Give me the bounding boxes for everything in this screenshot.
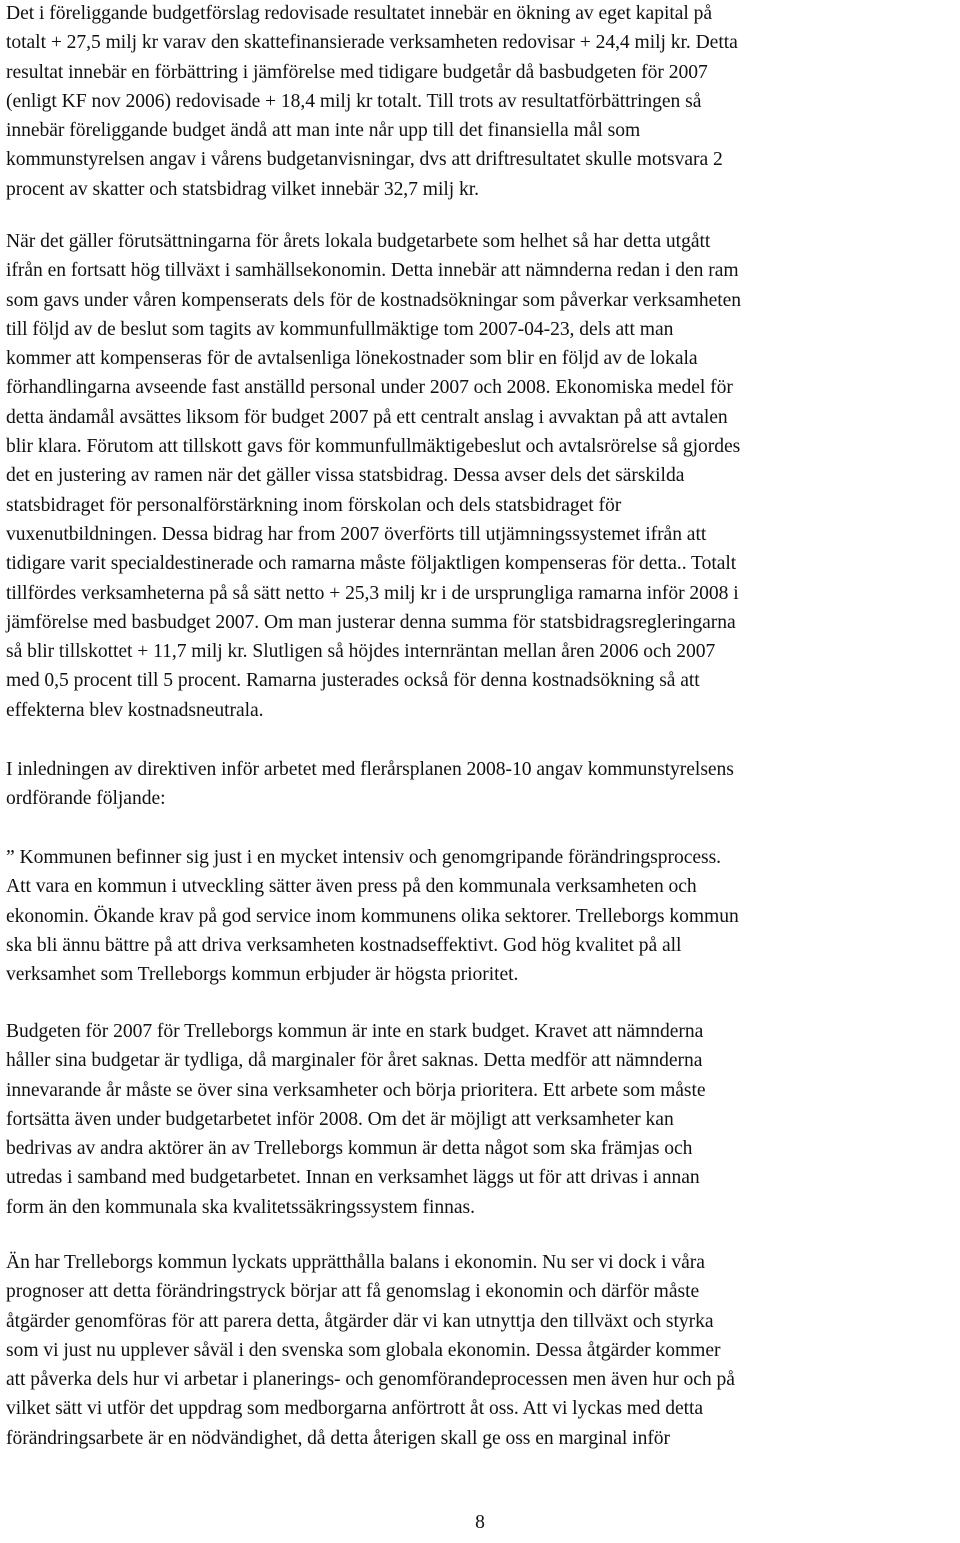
paragraph-directives-intro: I inledningen av direktiven inför arbetet med flerårsplanen 2008-10 angav kommunstyrelsens ordförande följande: — [6, 759, 734, 810]
paragraph-quote-change-process: ” Kommunen befinner sig just i en mycket intensiv och genomgripande förändringsprocess. Att vara en kommun i utveckling sätter även press på den kommunala verksamheten och ekonomin. Ökande krav på god service inom kommunens olika sektorer. Trelleborgs kommun ska bli ännu bättre på att driva verksamheten kostnadseffektivt. God hög kvalitet på all verksamhet som Trelleborgs kommun erbjuder är högsta prioritet. — [6, 847, 739, 986]
paragraph-quote-balance: Än har Trelleborgs kommun lyckats upprätthålla balans i ekonomin. Nu ser vi dock i våra prognoser att detta förändringstryck börjar att få genomslag i ekonomin och därför måste åtgärder genomföras för att parera detta, åtgärder där vi kan utnyttja den tillväxt och styrka som vi just nu upplever såväl i den svenska som globala ekonomin. Dessa åtgärder kommer att påverka dels hur vi arbetar i planerings- och genomförandeprocessen men även hur och på vilket sätt vi utför det uppdrag som medborgarna anförtrott åt oss. Att vi lyckas med detta förändringsarbete är en nödvändighet, då detta återigen skall ge oss en marginal inför — [6, 1252, 735, 1449]
paragraph-budget-conditions: När det gäller förutsättningarna för årets lokala budgetarbete som helhet så har detta utgått ifrån en fortsatt hög tillväxt i samhällsekonomin. Detta innebär att nämnderna redan i den ram som gavs under våren kompenserats dels för de kostnadsökningar som påverkar verksamheten till följd av de beslut som tagits av kommunfullmäktige tom 2007-04-23, dels att man kommer att kompenseras för de avtalsenliga lönekostnader som blir en följd av de lokala förhandlingarna avseende fast anställd personal under 2007 och 2008. Ekonomiska medel för detta ändamål avsättes liksom för budget 2007 på ett centralt anslag i avvaktan på att avtalen blir klara. Förutom att tillskott gavs för kommunfullmäktigebeslut och avtalsrörelse så gjordes det en justering av ramen när det gäller vissa statsbidrag. Dessa avser dels det särskilda statsbidraget för personalförstärkning inom förskolan och dels statsbidraget för vuxenutbildningen. Dessa bidrag har from 2007 överförts till utjämningssystemet ifrån att tidigare varit specialdestinerade och ramarna måste följaktligen kompenseras för detta.. Totalt tillfördes verksamheterna på så sätt netto + 25,3 milj kr i de ursprungliga ramarna inför 2008 i jämförelse med basbudget 2007. Om man justerar denna summa för statsbidragsregleringarna så blir tillskottet + 11,7 milj kr. Slutligen så höjdes internräntan mellan åren 2006 och 2007 med 0,5 procent till 5 procent. Ramarna justerades också för denna kostnadsökning så att effekterna blev kostnadsneutrala. — [6, 231, 742, 721]
paragraph-budget-result: Det i föreliggande budgetförslag redovisade resultatet innebär en ökning av eget kapital på totalt + 27,5 milj kr varav den skattefinansierade verksamheten redovisar + 24,4 milj kr. Detta resultat innebär en förbättring i jämförelse med tidigare budgetår då basbudgeten för 2007 (enligt KF nov 2006) redovisade + 18,4 milj kr totalt. Till trots av resultatförbättringen så innebär föreliggande budget ändå att man inte når upp till det finansiella mål som kommunstyrelsen angav i vårens budgetanvisningar, dvs att driftresultatet skulle motsvara 2 procent av skatter och statsbidrag vilket innebär 32,7 milj kr. — [6, 3, 738, 200]
page-number: 8 — [475, 1512, 485, 1533]
paragraph-quote-budget-2007: Budgeten för 2007 för Trelleborgs kommun är inte en stark budget. Kravet att nämnderna håller sina budgetar är tydliga, då marginaler för året saknas. Detta medför att nämnderna innevarande år måste se över sina verksamheter och börja prioritera. Ett arbete som måste fortsätta även under budgetarbetet inför 2008. Om det är möjligt att verksamheter kan bedrivas av andra aktörer än av Trelleborgs kommun är detta något som ska främjas och utredas i samband med budgetarbetet. Innan en verksamhet läggs ut för att drivas i annan form än den kommunala ska kvalitetssäkringssystem finnas. — [6, 1021, 706, 1218]
